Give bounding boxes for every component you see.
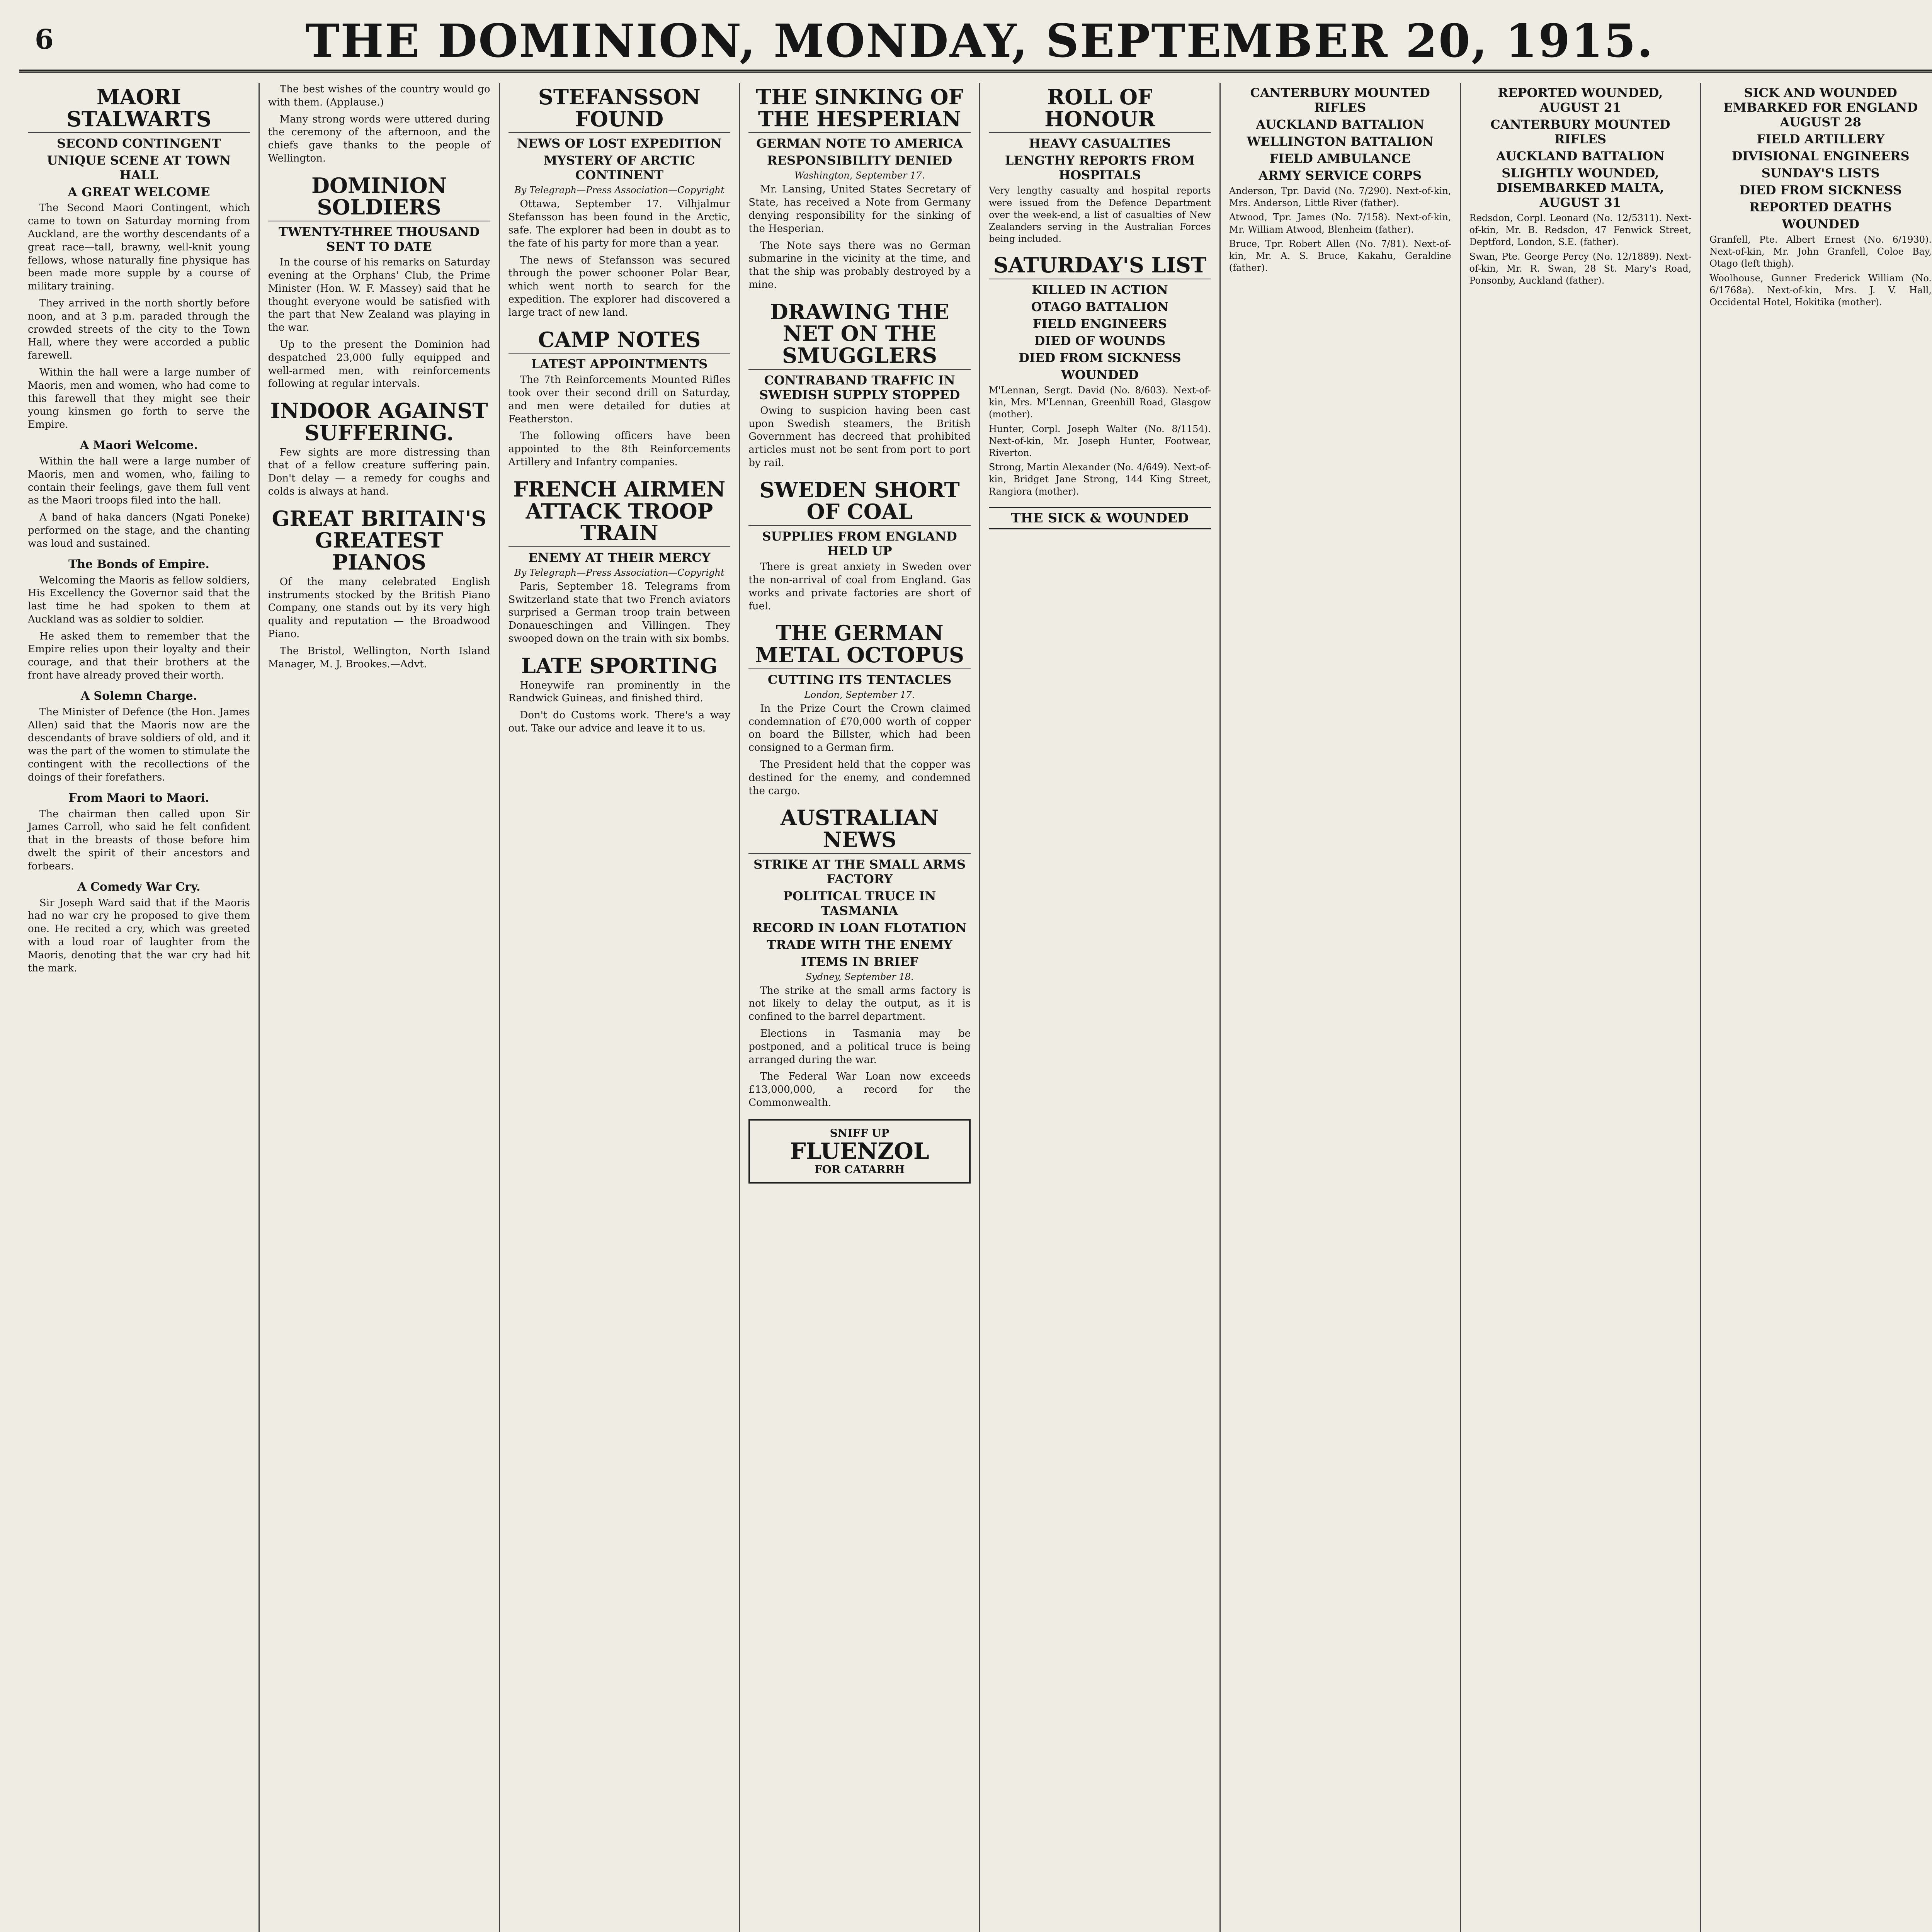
article-subhead: FIELD AMBULANCE [1269, 151, 1411, 166]
article-paragraph: Of the many celebrated English instruments stocked by the British Piano Company, one stands out by its very high quality and reputation — the Broadwood Piano. [268, 576, 490, 640]
article-subhead: SUNDAY'S LISTS [1761, 166, 1880, 180]
article-subhead: LENGTHY REPORTS FROM HOSPITALS [1005, 153, 1195, 183]
article [28, 86, 250, 975]
article-subhead: WOUNDED [1782, 217, 1860, 231]
article-subhead: ENEMY AT THEIR MERCY [509, 546, 731, 565]
article-subhead: LATEST APPOINTMENTS [509, 353, 731, 371]
column-5 [980, 83, 1221, 1932]
subsection-paragraph: Sir Joseph Ward said that if the Maoris had no war cry he proposed to give them one. He recited a cry, which was greeted with a loud roar of laughter from the Maoris, denoting that the war cry had hit the mark. [28, 897, 250, 974]
article-dateline: London, September 17. [804, 689, 915, 700]
article-subhead: WELLINGTON BATTALION [1247, 134, 1434, 149]
article-paragraph: Owing to suspicion having been cast upon Swedish steamers, the British Government has decreed that prohibited articles must not be sent from port to port by rail. [748, 405, 971, 469]
article-subhead: DIED FROM SICKNESS [1019, 350, 1181, 365]
article-subhead: DIVISIONAL ENGINEERS [1731, 149, 1910, 163]
article-subhead: RECORD IN LOAN FLOTATION [752, 920, 967, 935]
article-subhead: GERMAN NOTE TO AMERICA [748, 132, 971, 151]
article-headline: THE GERMAN METAL OCTOPUS [755, 621, 964, 668]
column-2 [260, 83, 500, 1932]
article-subhead: POLITICAL TRUCE IN TASMANIA [783, 888, 936, 918]
article-paragraph: Don't do Customs work. There's a way out. Take our advice and leave it to us. [508, 709, 731, 734]
article-paragraph: Very lengthy casualty and hospital reports were issued from the Defence Department over the week-end, a list of casualties of New Zealanders serving in the Australian Forces being included. [989, 185, 1211, 245]
article-subhead: NEWS OF LOST EXPEDITION [509, 132, 731, 151]
article-paragraph: Mr. Lansing, United States Secretary of State, has received a Note from Germany denying responsibility for the sinking of the Hesperian. [748, 184, 971, 235]
article [989, 254, 1211, 497]
article-paragraph: Granfell, Pte. Albert Ernest (No. 6/1930). Next-of-kin, Mr. John Granfell, Coloe Bay, Otago (left thigh). [1709, 234, 1932, 269]
article-subhead: FIELD ENGINEERS [1032, 316, 1167, 331]
article [748, 86, 971, 292]
ad-bottom-line: FOR CATARRH [814, 1163, 905, 1176]
article-subhead: RESPONSIBILITY DENIED [767, 153, 952, 168]
subsection-paragraph: The chairman then called upon Sir James Carroll, who said he felt confident that in the breasts of those before him dwelt the spirit of their ancestors and forbears. [28, 808, 250, 872]
section-banner: THE SICK & WOUNDED [989, 507, 1211, 529]
article [748, 301, 971, 470]
article-paragraph: Paris, September 18. Telegrams from Switzerland state that two French aviators surprised a German troop train between Donaueschingen and Villingen. They swooped down on the train with six bombs. [508, 580, 731, 645]
article-paragraph: Many strong words were uttered during the ceremony of the afternoon, and the chiefs gave thanks to the people of Wellington. [268, 113, 490, 164]
article [1709, 85, 1932, 308]
article-paragraph: Bruce, Tpr. Robert Allen (No. 7/81). Next-of-kin, Mr. A. S. Bruce, Kakahu, Geraldine (father). [1229, 238, 1451, 274]
subsection-paragraph: Within the hall were a large number of Maoris, men and women, who, failing to contain their feelings, gave them full vent as the Maori troops filed into the hall. [28, 455, 250, 507]
article-subhead: ARMY SERVICE CORPS [1259, 168, 1422, 183]
article-paragraph: The strike at the small arms factory is not likely to delay the output, as it is confined to the barrel department. [748, 985, 971, 1023]
article-paragraph: The 7th Reinforcements Mounted Rifles took over their second drill on Saturday, and men were detailed for duties at Featherston. [508, 374, 731, 425]
article-paragraph: The Note says there was no German submarine in the vicinity at the time, and that the ship was probably destroyed by a mine. [748, 240, 971, 291]
article-headline: ROLL OF HONOUR [1044, 85, 1155, 131]
article-dateline: Sydney, September 18. [805, 971, 914, 982]
article-paragraph: Hunter, Corpl. Joseph Walter (No. 8/1154). Next-of-kin, Mr. Joseph Hunter, Footwear, Riverton. [989, 423, 1211, 458]
article-paragraph: Strong, Martin Alexander (No. 4/649). Next-of-kin, Bridget Jane Strong, 144 King Street, Rangiora (mother). [989, 462, 1211, 497]
article-paragraph: Redsdon, Corpl. Leonard (No. 12/5311). Next-of-kin, Mr. B. Redsdon, 47 Fenwick Street, Deptford, London, S.E. (father). [1469, 213, 1692, 248]
subsection-title: The Bonds of Empire. [68, 557, 209, 571]
page-number: 6 [35, 23, 54, 55]
article-headline: MAORI STALWARTS [66, 85, 211, 131]
article-subhead: MYSTERY OF ARCTIC CONTINENT [543, 153, 695, 183]
subsection-paragraph: He asked them to remember that the Empire relies upon their loyalty and their courage, and that their brothers at the front have already proved their worth. [28, 630, 250, 682]
article [268, 508, 490, 671]
subsection-title: A Comedy War Cry. [77, 880, 201, 894]
article-subhead: AUCKLAND BATTALION [1496, 149, 1665, 163]
article-headline: SATURDAY'S LIST [993, 253, 1207, 278]
article [1469, 85, 1692, 287]
article-headline: DOMINION SOLDIERS [311, 173, 447, 220]
column-4 [740, 83, 980, 1932]
article-paragraph: Within the hall were a large number of Maoris, men and women, who had come to this farewell that they might see their young kinsmen go forth to serve the Empire. [28, 366, 250, 431]
subsection-title: From Maori to Maori. [68, 791, 209, 805]
column-8 [1701, 83, 1932, 1932]
column-6 [1221, 83, 1461, 1932]
article-paragraph: They arrived in the north shortly before noon, and at 3 p.m. paraded through the crowded streets of the city to the Town Hall, where they were accorded a public farewell. [28, 297, 250, 362]
article-paragraph: The President held that the copper was destined for the enemy, and condemned the cargo. [748, 759, 971, 797]
article-headline: FRENCH AIRMEN ATTACK TROOP TRAIN [513, 476, 726, 546]
article-paragraph: Ottawa, September 17. Vilhjalmur Stefansson has been found in the Arctic, safe. The explorer had been in doubt as to the fate of his party for more than a year. [508, 198, 731, 249]
article-dateline: By Telegraph—Press Association—Copyright [514, 567, 724, 578]
article-subhead: DIED OF WOUNDS [1034, 333, 1166, 348]
columns-container [19, 83, 1932, 1932]
article-subhead: TRADE WITH THE ENEMY [767, 937, 952, 952]
article-subhead: REPORTED WOUNDED, AUGUST 21 [1498, 85, 1663, 115]
article [748, 622, 971, 798]
masthead [19, 12, 1932, 73]
article [509, 86, 731, 320]
article-subhead: SLIGHTLY WOUNDED, DISEMBARKED MALTA, AUGUST 31 [1497, 166, 1664, 210]
article-headline: CAMP NOTES [538, 327, 701, 352]
article [268, 83, 490, 165]
article-paragraph: Up to the present the Dominion had despatched 23,000 fully equipped and well-armed men, with reinforcements following at regular intervals. [268, 338, 490, 390]
article-paragraph: The following officers have been appointed to the 8th Reinforcements Artillery and Infantry companies. [508, 430, 731, 468]
article-headline: GREAT BRITAIN'S GREATEST PIANOS [272, 506, 486, 575]
ad-top-line: SNIFF UP [830, 1126, 889, 1139]
article [748, 479, 971, 613]
article-paragraph: In the Prize Court the Crown claimed condemnation of £70,000 worth of copper on board the Billster, which had been consigned to a German firm. [748, 702, 971, 754]
article-subhead: SECOND CONTINGENT [28, 132, 250, 151]
subsection-paragraph: The Minister of Defence (the Hon. James Allen) said that the Maoris now are the descendants of brave soldiers of old, and it was the part of the women to stimulate the contingent with the recollections of the doings of their forefathers. [28, 706, 250, 783]
article-subhead: ITEMS IN BRIEF [801, 954, 918, 969]
article-paragraph: The news of Stefansson was secured through the power schooner Polar Bear, which went north to search for the expedition. The explorer had discovered a large tract of new land. [508, 254, 731, 318]
article-subhead: OTAGO BATTALION [1031, 299, 1169, 314]
column-7 [1461, 83, 1701, 1932]
article-subhead: UNIQUE SCENE AT TOWN HALL [47, 153, 231, 183]
article [268, 400, 490, 498]
article-subhead: CANTERBURY MOUNTED RIFLES [1250, 85, 1430, 115]
article [509, 655, 731, 735]
article-headline: SWEDEN SHORT OF COAL [759, 477, 960, 524]
subsection-title: A Solemn Charge. [80, 689, 197, 703]
article-subhead: HEAVY CASUALTIES [989, 132, 1211, 151]
article [748, 807, 971, 1110]
column-1 [19, 83, 260, 1932]
article-subhead: SICK AND WOUNDED EMBARKED FOR ENGLAND AUGUST 28 [1723, 85, 1918, 129]
article [268, 175, 490, 391]
column-3 [500, 83, 740, 1932]
article-paragraph: The Second Maori Contingent, which came to town on Saturday morning from Auckland, are the worthy descendants of a great race—tall, brawny, well-knit young fellows, whose naturally fine physique has been made more supple by a course of military training. [28, 202, 250, 293]
article-subhead: DIED FROM SICKNESS [1739, 183, 1902, 197]
article-paragraph: Woolhouse, Gunner Frederick William (No. 6/1768a). Next-of-kin, Mrs. J. V. Hall, Occidental Hotel, Hokitika (mother). [1709, 272, 1932, 308]
article-headline: LATE SPORTING [521, 653, 718, 678]
article-subhead: CUTTING ITS TENTACLES [748, 668, 971, 687]
article-subhead: A GREAT WELCOME [68, 185, 210, 200]
subsection-title: A Maori Welcome. [80, 438, 198, 452]
advertisement-fluenzol [748, 1119, 971, 1184]
article-subhead: AUCKLAND BATTALION [1256, 117, 1424, 132]
article-headline: DRAWING THE NET ON THE SMUGGLERS [770, 299, 949, 368]
article-paragraph: Anderson, Tpr. David (No. 7/290). Next-of-kin, Mrs. Anderson, Little River (father). [1229, 185, 1451, 209]
article-paragraph: M'Lennan, Sergt. David (No. 8/603). Next-of-kin, Mrs. M'Lennan, Greenhill Road, Glasgow (mother). [989, 385, 1211, 420]
article-paragraph: The best wishes of the country would go with them. (Applause.) [268, 83, 490, 108]
article-paragraph: The Federal War Loan now exceeds £13,000,000, a record for the Commonwealth. [748, 1071, 971, 1109]
article-paragraph: Honeywife ran prominently in the Randwick Guineas, and finished third. [508, 679, 731, 704]
paper-name: THE DOMINION, MONDAY, SEPTEMBER 20, 1915. [305, 14, 1654, 68]
article-subhead: TWENTY-THREE THOUSAND SENT TO DATE [268, 221, 490, 254]
article-headline: THE SINKING OF THE HESPERIAN [756, 85, 963, 131]
article [989, 86, 1211, 245]
article [509, 329, 731, 469]
article-headline: INDOOR AGAINST SUFFERING. [270, 398, 488, 445]
article-paragraph: In the course of his remarks on Saturday evening at the Orphans' Club, the Prime Minister (Hon. W. F. Massey) said that he thought everyone would be satisfied with the part that New Zealand was playing in the war. [268, 257, 490, 334]
subsection-paragraph: Welcoming the Maoris as fellow soldiers, His Excellency the Governor said that the last time he had spoken to them at Auckland was as soldier to soldier. [28, 574, 250, 625]
article-paragraph: Atwood, Tpr. James (No. 7/158). Next-of-kin, Mr. William Atwood, Blenheim (father). [1229, 212, 1451, 235]
article-subhead: REPORTED DEATHS [1749, 200, 1892, 214]
article-headline: STEFANSSON FOUND [538, 85, 701, 131]
subsection-paragraph: A band of haka dancers (Ngati Poneke) performed on the stage, and the chanting was loud and sustained. [28, 512, 250, 549]
article-paragraph: Swan, Pte. George Percy (No. 12/1889). Next-of-kin, Mr. R. Swan, 28 St. Mary's Road, Ponsonby, Auckland (father). [1469, 251, 1692, 286]
ad-product-name: FLUENZOL [790, 1138, 929, 1164]
article-paragraph: Few sights are more distressing than that of a fellow creature suffering pain. Don't delay — a remedy for coughs and colds is always at hand. [268, 446, 490, 497]
article-headline: AUSTRALIAN NEWS [780, 805, 939, 852]
article-subhead: CANTERBURY MOUNTED RIFLES [1490, 117, 1670, 146]
article-paragraph: Elections in Tasmania may be postponed, and a political truce is being arranged during the war. [748, 1028, 971, 1066]
article-paragraph: The Bristol, Wellington, North Island Manager, M. J. Brookes.—Advt. [268, 645, 490, 670]
article [509, 478, 731, 646]
article-subhead: STRIKE AT THE SMALL ARMS FACTORY [748, 853, 971, 886]
article-subhead: FIELD ARTILLERY [1757, 132, 1885, 146]
article-dateline: Washington, September 17. [794, 170, 925, 181]
article-paragraph: There is great anxiety in Sweden over the non-arrival of coal from England. Gas works and private factories are short of fuel. [748, 561, 971, 612]
article-dateline: By Telegraph—Press Association—Copyright [514, 185, 724, 196]
article-subhead: WOUNDED [1061, 367, 1139, 382]
article-subhead: SUPPLIES FROM ENGLAND HELD UP [748, 525, 971, 558]
article-subhead: KILLED IN ACTION [989, 279, 1211, 297]
article-subhead: CONTRABAND TRAFFIC IN SWEDISH SUPPLY STOPPED [748, 369, 971, 402]
article [1229, 85, 1451, 274]
